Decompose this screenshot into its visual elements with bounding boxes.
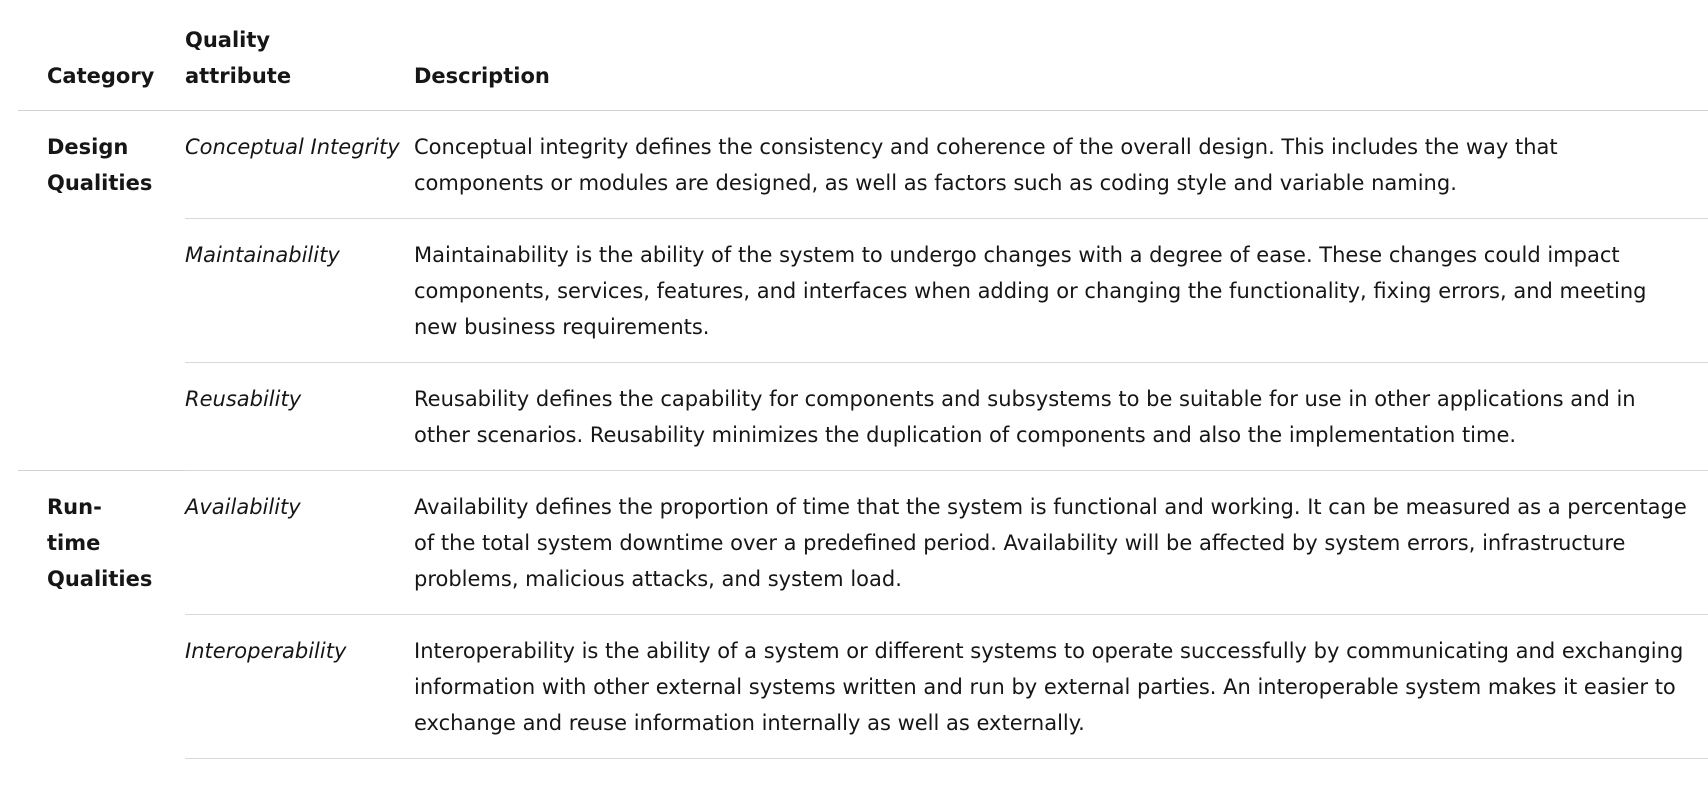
- attribute-cell: Maintainability: [185, 219, 414, 363]
- attribute-cell: Conceptual Integrity: [185, 111, 414, 219]
- table-row: [18, 615, 1708, 759]
- category-cell: Run-time Qualities: [47, 495, 153, 591]
- description-cell: Interoperability is the ability of a system or different systems to operate successfully by communicating and exchanging information with other external systems written and run by external parties. An interoperable system makes it easier to exchange and reuse information internally as well as externally.: [414, 615, 1708, 759]
- table-row: [18, 111, 1708, 219]
- table-body: [18, 111, 1708, 759]
- header-quality-attribute: Quality attribute: [185, 0, 414, 111]
- table-row: [18, 363, 1708, 471]
- description-cell: Reusability defines the capability for components and subsystems to be suitable for use in other applications and in other scenarios. Reusability minimizes the duplication of components and also the implementation time.: [414, 363, 1708, 471]
- table-row: [18, 219, 1708, 363]
- description-cell: Conceptual integrity defines the consistency and coherence of the overall design. This includes the way that components or modules are designed, as well as factors such as coding style and variable naming.: [414, 111, 1708, 219]
- attribute-cell: Reusability: [185, 363, 414, 471]
- header-row: [18, 0, 1708, 111]
- attribute-cell: Availability: [185, 471, 414, 615]
- quality-attributes-table: [18, 0, 1708, 759]
- header-category: Category: [18, 0, 185, 111]
- attribute-cell: Interoperability: [185, 615, 414, 759]
- description-cell: Maintainability is the ability of the system to undergo changes with a degree of ease. These changes could impact components, services, features, and interfaces when adding or changing the functionality, fixing errors, and meeting new business requirements.: [414, 219, 1708, 363]
- category-cell: Design Qualities: [18, 111, 185, 471]
- table-row: [18, 471, 1708, 615]
- description-cell: Availability defines the proportion of time that the system is functional and working. It can be measured as a percentage of the total system downtime over a predefined period. Availability will be affected by system errors, infrastructure problems, malicious attacks, and system load.: [414, 471, 1708, 615]
- table-header: [18, 0, 1708, 111]
- header-description: Description: [414, 0, 1708, 111]
